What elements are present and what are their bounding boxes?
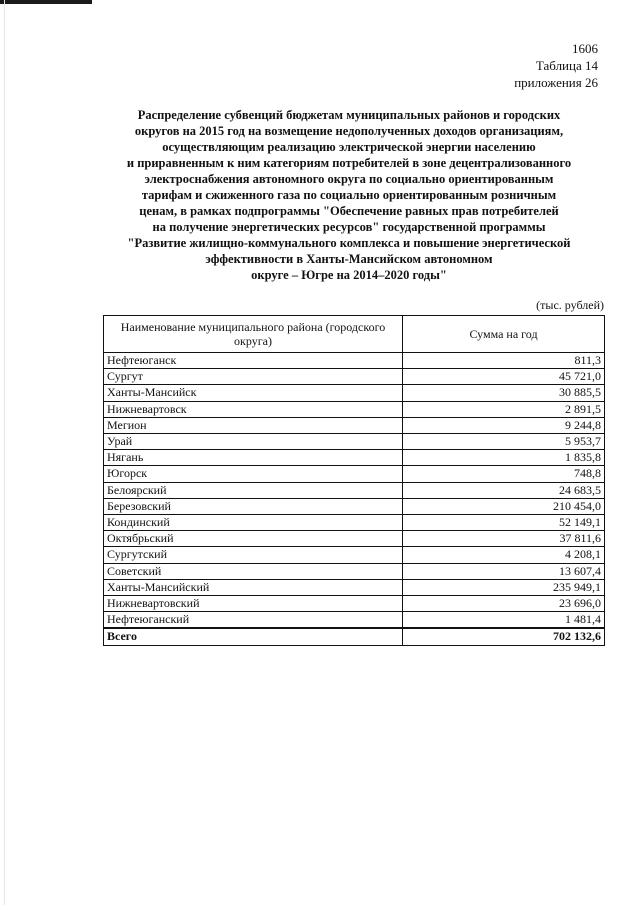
table-row <box>104 434 605 450</box>
district-name: Березовский <box>104 498 403 514</box>
subvention-table <box>103 315 605 646</box>
table-row <box>104 401 605 417</box>
table-row <box>104 482 605 498</box>
district-name: Белоярский <box>104 482 403 498</box>
title-line: "Развитие жилищно-коммунального комплекса и повышение энергетической <box>127 236 571 250</box>
title-line: и приравненным к ним категориям потребителей в зоне децентрализованного <box>126 156 572 170</box>
table-row <box>104 547 605 563</box>
title-line: эффективности в Ханты-Мансийском автономном <box>205 252 493 266</box>
table-row <box>104 353 605 369</box>
scan-margin-line <box>4 0 5 905</box>
district-name: Мегион <box>104 417 403 433</box>
total-row <box>104 628 605 645</box>
table-row <box>104 498 605 514</box>
table-header-row <box>104 316 605 353</box>
district-name: Октябрьский <box>104 531 403 547</box>
title-line: ценам, в рамках подпрограммы "Обеспечение равных прав потребителей <box>139 204 559 218</box>
total-sum: 702 132,6 <box>403 628 605 645</box>
table-row <box>104 579 605 595</box>
title-line: округе – Югре на 2014–2020 годы" <box>251 268 447 282</box>
title-line: округов на 2015 год на возмещение недополученных доходов организациям, <box>134 124 564 138</box>
table-row <box>104 531 605 547</box>
annual-sum: 9 244,8 <box>403 417 605 433</box>
district-name: Югорск <box>104 466 403 482</box>
annual-sum: 748,8 <box>403 466 605 482</box>
table-row <box>104 385 605 401</box>
district-name: Нижневартовск <box>104 401 403 417</box>
page-number: 1606 <box>572 41 598 56</box>
annual-sum: 1 835,8 <box>403 450 605 466</box>
annual-sum: 37 811,6 <box>403 531 605 547</box>
district-name: Ханты-Мансийск <box>104 385 403 401</box>
table-row <box>104 515 605 531</box>
table-row <box>104 369 605 385</box>
table-row <box>104 450 605 466</box>
units-label: (тыс. рублей) <box>536 298 604 312</box>
annual-sum: 45 721,0 <box>403 369 605 385</box>
total-label: Всего <box>104 628 403 645</box>
annual-sum: 13 607,4 <box>403 563 605 579</box>
table-row <box>104 596 605 612</box>
annual-sum: 4 208,1 <box>403 547 605 563</box>
annual-sum: 5 953,7 <box>403 434 605 450</box>
district-name: Ханты-Мансийский <box>104 579 403 595</box>
column-header-sum: Сумма на год <box>403 316 605 353</box>
table-label: Таблица 14 <box>535 58 598 73</box>
table-body <box>104 353 605 646</box>
annual-sum: 23 696,0 <box>403 596 605 612</box>
table-row <box>104 417 605 433</box>
table-row <box>104 612 605 629</box>
annual-sum: 30 885,5 <box>403 385 605 401</box>
district-name: Нижневартовский <box>104 596 403 612</box>
district-name: Нефтеюганский <box>104 612 403 629</box>
annual-sum: 2 891,5 <box>403 401 605 417</box>
district-name: Сургут <box>104 369 403 385</box>
page-header <box>514 40 598 91</box>
district-name: Нягань <box>104 450 403 466</box>
district-name: Сургутский <box>104 547 403 563</box>
annual-sum: 235 949,1 <box>403 579 605 595</box>
title-line: осуществляющим реализацию электрической энергии населению <box>162 140 536 154</box>
title-line: тарифам и сжиженного газа по социально ориентированным розничным <box>141 188 557 202</box>
appendix-label: приложения 26 <box>514 75 598 90</box>
table-row <box>104 563 605 579</box>
title-line: на получение энергетических ресурсов" государственной программы <box>152 220 546 234</box>
annual-sum: 24 683,5 <box>403 482 605 498</box>
document-title <box>96 107 602 283</box>
column-header-name: Наименование муниципального района (городского округа) <box>104 316 403 353</box>
district-name: Нефтеюганск <box>104 353 403 369</box>
district-name: Советский <box>104 563 403 579</box>
title-line: Распределение субвенций бюджетам муниципальных районов и городских <box>137 108 561 122</box>
annual-sum: 1 481,4 <box>403 612 605 629</box>
annual-sum: 52 149,1 <box>403 515 605 531</box>
district-name: Кондинский <box>104 515 403 531</box>
scan-edge-mark <box>0 0 92 4</box>
annual-sum: 811,3 <box>403 353 605 369</box>
annual-sum: 210 454,0 <box>403 498 605 514</box>
district-name: Урай <box>104 434 403 450</box>
table-row <box>104 466 605 482</box>
title-line: электроснабжения автономного округа по социально ориентированным <box>144 172 554 186</box>
